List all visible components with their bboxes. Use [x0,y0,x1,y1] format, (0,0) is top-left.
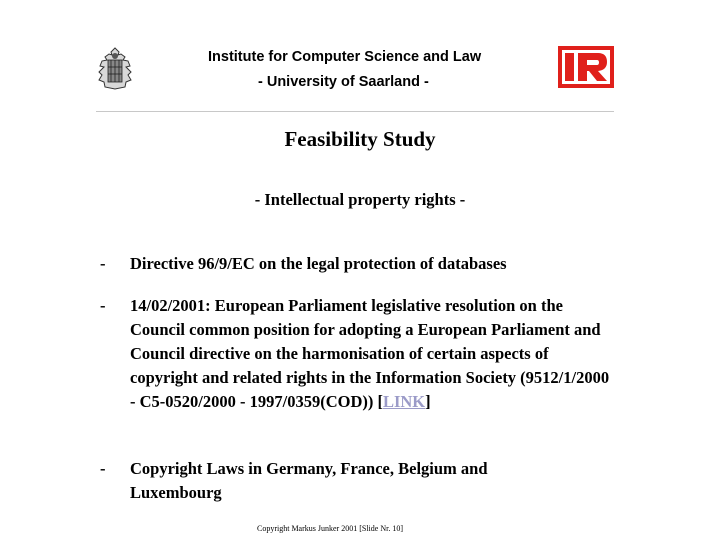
bullet-dash: - [100,296,106,315]
bullet-text: Directive 96/9/EC on the legal protection of databases [130,254,507,273]
institute-name: Institute for Computer Science and Law [208,49,482,65]
link-bracket-open: [ [377,392,383,411]
bullet-item [98,294,610,414]
university-seal-icon [95,46,135,90]
header-divider [96,111,614,112]
bullet-item [98,457,580,505]
bullet-text: 14/02/2001: European Parliament legislative resolution on the Council common position for adopting a European Parliament and Council directive on the harmonisation of certain aspects of copyright and related rights in the Information Society (9512/1/2000 - C5-0520/2000 - 1997/0359(COD)) [130,296,610,411]
ifr-logo-icon [558,46,614,88]
bullet-dash: - [100,254,106,273]
slide-title: Feasibility Study [284,127,436,151]
copyright-text: Copyright Markus Junker 2001 [Slide Nr. 10] [257,524,403,533]
link-bracket-close: ] [425,392,431,411]
university-name: - University of Saarland - [258,74,429,90]
slide-footer [0,524,720,534]
link[interactable]: LINK [382,392,426,411]
slide-subtitle: - Intellectual property rights - [254,190,466,209]
bullet-text: Copyright Laws in Germany, France, Belgium and Luxembourg [130,459,488,502]
bullet-dash: - [100,459,106,478]
bullet-text-with-link [130,294,610,414]
bullet-item [98,252,610,276]
slide-header [0,0,720,112]
